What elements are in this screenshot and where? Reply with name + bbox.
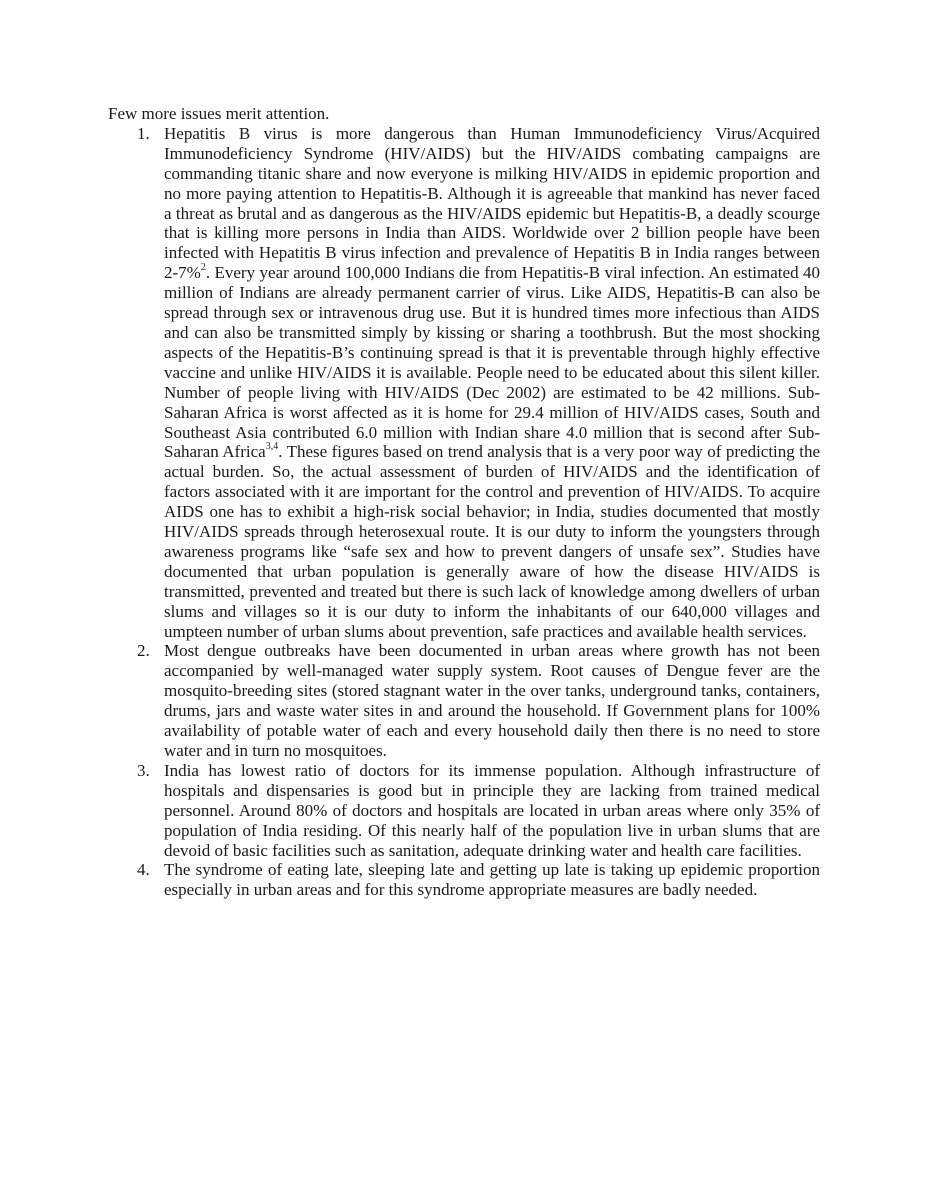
list-number: 3. <box>137 760 150 780</box>
list-item-2 <box>108 641 820 760</box>
list-item-3 <box>108 761 820 861</box>
citation-superscript: 3,4 <box>265 440 279 452</box>
document-body <box>108 104 820 900</box>
item-text: . These figures based on trend analysis that is a very poor way of predicting the actual burden. So, the actual assessment of burden of HIV/AIDS and the identification of factors associated with it are important for the control and prevention of HIV/AIDS. To acquire AIDS one has to exhibit a high-risk social behavior; in India, studies documented that mostly HIV/AIDS spreads through heterosexual route. It is our duty to inform the youngsters through awareness programs like “safe sex and how to prevent dangers of unsafe sex”. Studies have documented that urban population is generally aware of how the disease HIV/AIDS is transmitted, prevented and treated but there is such lack of knowledge among dwellers of urban slums and villages so it is our duty to inform the inhabitants of our 640,000 villages and umpteen number of urban slums about prevention, safe practices and available health services. <box>164 442 821 641</box>
list-number: 2. <box>137 641 150 661</box>
list-number: 1. <box>137 123 150 143</box>
list-item-1 <box>108 124 820 642</box>
item-text: . Every year around 100,000 Indians die from Hepatitis-B viral infection. An estimated 40 million of Indians are already permanent carrier of virus. Like AIDS, Hepatitis-B can also be spread through sex or intravenous drug use. But it is hundred times more infectious than AIDS and can also be transmitted simply by kissing or sharing a toothbrush. But the most shocking aspects of the Hepatitis-B’s continuing spread is that it is preventable through highly effective vaccine and unlike HIV/AIDS it is available. People need to be educated about this silent killer. Number of people living with HIV/AIDS (Dec 2002) are estimated to be 42 millions. Sub-Saharan Africa is worst affected as it is home for 29.4 million of HIV/AIDS cases, South and Southeast Asia contributed 6.0 million with Indian share 4.0 million that is second after Sub-Saharan Africa <box>164 263 820 462</box>
list-number: 4. <box>137 860 150 880</box>
item-text: The syndrome of eating late, sleeping late and getting up late is taking up epidemic proportion especially in urban areas and for this syndrome appropriate measures are badly needed. <box>164 860 820 900</box>
list-item-4 <box>108 860 820 900</box>
item-text: Hepatitis B virus is more dangerous than Human Immunodeficiency Virus/Acquired Immunodeficiency Syndrome (HIV/AIDS) but the HIV/AIDS combating campaigns are commanding titanic share and now everyone is milking HIV/AIDS in epidemic proportion and no more paying attention to Hepatitis-B. Although it is agreeable that mankind has never faced a threat as brutal and as dangerous as the HIV/AIDS epidemic but Hepatitis-B, a deadly scourge that is killing more persons in India than AIDS. Worldwide over 2 billion people have been infected with Hepatitis B virus infection and prevalence of Hepatitis B in India ranges between 2-7% <box>164 123 820 283</box>
intro-text: Few more issues merit attention. <box>108 104 330 123</box>
item-text: India has lowest ratio of doctors for its immense population. Although infrastructure of hospitals and dispensaries is good but in principle they are lacking from trained medical personnel. Around 80% of doctors and hospitals are located in urban areas where only 35% of population of India residing. Of this nearly half of the population live in urban slums that are devoid of basic facilities such as sanitation, adequate drinking water and health care facilities. <box>164 760 820 860</box>
citation-superscript: 2 <box>200 261 206 273</box>
issues-list <box>108 124 820 900</box>
item-text: Most dengue outbreaks have been documented in urban areas where growth has not been accompanied by well-managed water supply system. Root causes of Dengue fever are the mosquito-breeding sites (stored stagnant water in the over tanks, underground tanks, containers, drums, jars and waste water sites in and around the household. If Government plans for 100% availability of potable water of each and every household daily then there is no need to store water and in turn no mosquitoes. <box>164 641 820 760</box>
